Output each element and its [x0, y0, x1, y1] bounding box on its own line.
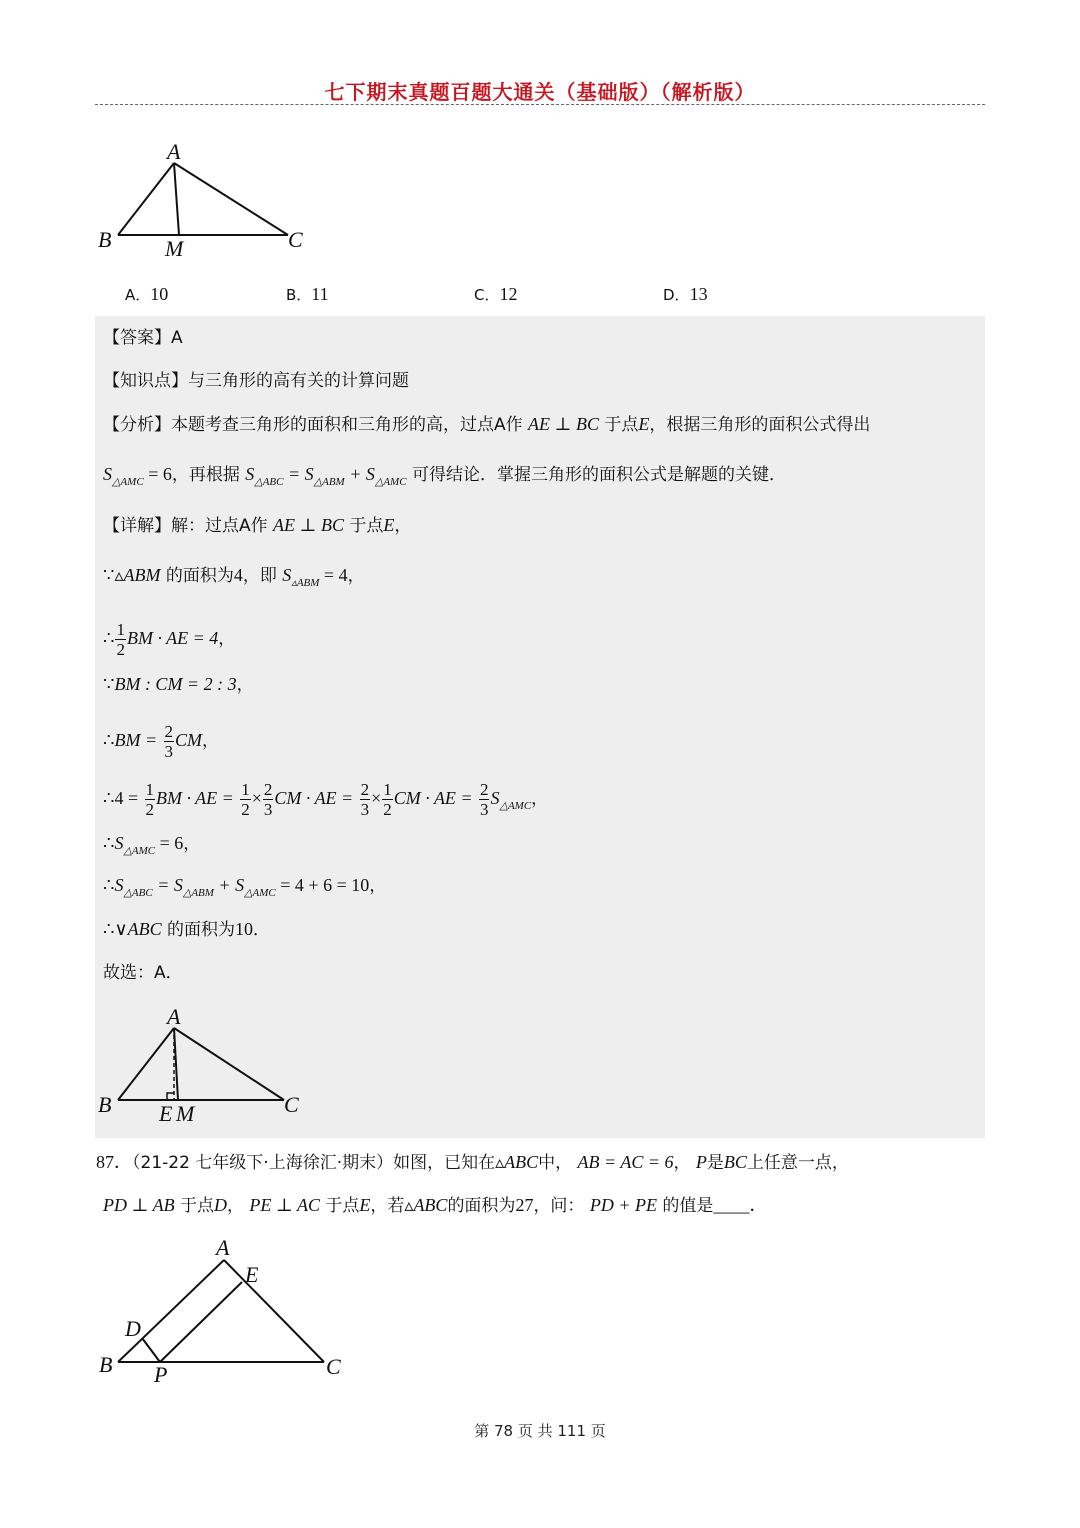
label-p: P [154, 1362, 168, 1387]
label-a: A [167, 139, 181, 164]
step-4: ∴BM = $\frac{2}{3}$ CM， [103, 722, 219, 761]
detail-line-1: 【详解】解：过点A作 AE ⊥ BC 于点E， [103, 515, 412, 536]
step-3: ∵BM : CM = 2 : 3， [103, 674, 254, 695]
figure-triangle-abm [90, 135, 320, 265]
label-m: M [165, 236, 184, 261]
step-2: ∴ $\frac{1}{2}$ BM · AE = 4， [103, 620, 236, 659]
right-angle-mark [167, 1093, 174, 1100]
answer-line: 【答案】A [103, 328, 183, 348]
side-ac [174, 1028, 284, 1100]
side-ab [118, 1260, 224, 1362]
label-b: B [98, 227, 112, 252]
page-header-title: 七下期末真题百题大通关（基础版）（解析版） [324, 80, 756, 104]
label-a: A [167, 1004, 181, 1029]
label-b: B [99, 1352, 113, 1377]
side-ab [118, 1028, 174, 1100]
step-1: ∵▵ABM 的面积为4，即 $S_{▵ABM} = 4$， [103, 565, 365, 589]
step-8: ∴∨ABC 的面积为10． [103, 919, 271, 940]
step-7: $\therefore S_{\triangle ABC} = S_{\triangle ABM} + S_{\triangle AMC} = 4 + 6 = 10$， [103, 875, 387, 899]
page-footer: 第 78 页 共 111 页 [474, 1422, 606, 1440]
question-line-1: 87．（21-22 七年级下·上海徐汇·期末）如图，已知在▵ABC中， AB = AC = 6， P是BC上任意一点， [96, 1152, 849, 1173]
option-a: A．10 [125, 284, 169, 304]
knowledge-line: 【知识点】与三角形的高有关的计算问题 [103, 371, 409, 391]
side-ab [118, 163, 174, 235]
figure-triangle-altitude [90, 1000, 320, 1130]
figure-triangle-perpendiculars [90, 1230, 360, 1390]
option-c: C．12 [474, 284, 518, 304]
step-5: ∴4 = $\frac{1}{2}$ BM · AE = $\frac{1}{2}$ × $\frac{2}{3}$ CM · AE = $\frac{2}{3}$ × $\frac{1}{2}$ CM · AE = $\frac{2}{3}$ $S_{\triangle AMC}$， [103, 780, 549, 819]
answer-options [0, 284, 1080, 308]
label-m: M [176, 1101, 195, 1126]
segment-pd [142, 1338, 160, 1362]
analysis-line-2: $S_{\triangle AMC} = 6$，再根据 $S_{\triangle ABC} = S_{\triangle ABM} + S_{\triangle AMC}$ 可得结论．掌握三角形的面积公式是解题的关键． [103, 464, 786, 488]
step-6: $\therefore S_{\triangle AMC} = 6$， [103, 833, 201, 857]
label-a: A [216, 1235, 230, 1260]
label-c: C [284, 1092, 299, 1117]
label-d: D [125, 1316, 141, 1341]
label-c: C [288, 227, 303, 252]
segment-am [174, 163, 179, 235]
side-ac [224, 1260, 324, 1362]
option-d: D．13 [663, 284, 708, 304]
analysis-line-1: 【分析】本题考查三角形的面积和三角形的高，过点A作 AE ⊥ BC 于点E，根据三角形的面积公式得出 [103, 414, 871, 435]
side-ac [174, 163, 288, 235]
header-divider [95, 104, 985, 105]
choose-line: 故选：A． [103, 963, 183, 983]
option-b: B．11 [286, 284, 329, 304]
question-line-2: PD ⊥ AB 于点D， PE ⊥ AC 于点E，若▵ABC的面积为27，问： PD + PE 的值是____． [103, 1195, 768, 1216]
label-e: E [159, 1101, 173, 1126]
label-b: B [98, 1092, 112, 1117]
label-c: C [326, 1354, 341, 1379]
segment-pe [160, 1282, 242, 1362]
label-e: E [245, 1262, 259, 1287]
